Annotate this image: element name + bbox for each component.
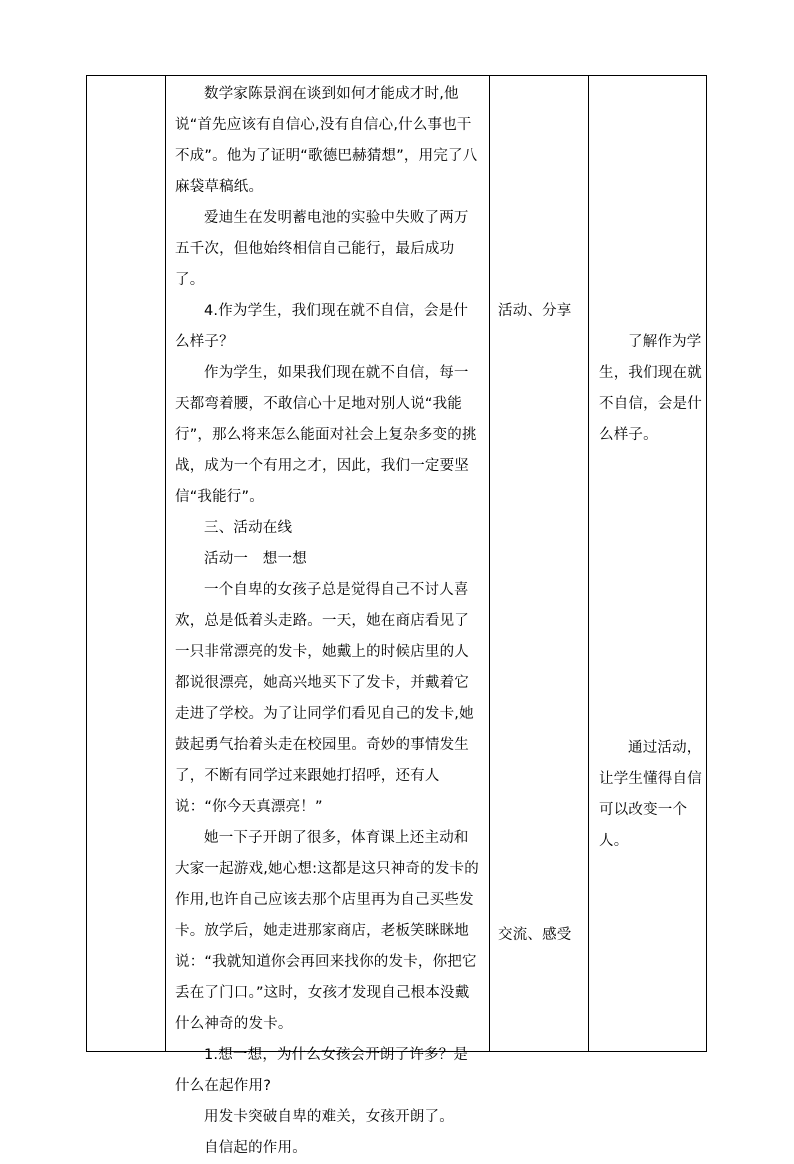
content-paragraph: 一个自卑的女孩子总是觉得自己不讨人喜欢，总是低着头走路。一天，她在商店看见了一只非常漂亮的发卡，她戴上的时候店里的人都说很漂亮，她高兴地买下了发卡，并戴着它走进了学校。为了让同学们看见自己的发卡,她鼓起勇气抬着头走在校园里。奇妙的事情发生了，不断有同学过来跟她打招呼，还有人说：“你今天真漂亮！” <box>175 582 474 815</box>
student-activity-2: 交流、感受 <box>498 927 572 943</box>
design-intent-text: 通过活动，让学生懂得自信可以改变一个人。 <box>599 740 702 849</box>
design-intent-1 <box>593 327 708 451</box>
content-paragraph: 用发卡突破自卑的难关，女孩开朗了。 <box>204 1109 454 1125</box>
student-activity-1: 活动、分享 <box>498 303 572 319</box>
lesson-plan-table <box>86 75 707 1156</box>
design-intent-text: 了解作为学生，我们现在就不自信，会是什么样子。 <box>599 334 702 443</box>
content-paragraph: 作为学生，如果我们现在就不自信，每一天都弯着腰，不敢信心十足地对别人说“我能行”，那么将来怎么能面对社会上复杂多变的挑战，成为一个有用之才，因此，我们一定要坚信“我能行”。 <box>175 365 477 505</box>
column-divider-1 <box>165 76 166 1051</box>
column-divider-3 <box>588 76 589 1051</box>
content-paragraph: 自信起的作用。 <box>204 1140 307 1156</box>
activity-heading: 活动一 想一想 <box>204 551 307 567</box>
design-intent-2 <box>593 733 708 857</box>
column-divider-2 <box>489 76 490 1051</box>
content-paragraph: 4.作为学生，我们现在就不自信，会是什么样子？ <box>175 303 469 350</box>
teaching-content-column <box>167 79 489 1164</box>
content-paragraph: 1.想一想，为什么女孩会开朗了许多？是什么在起作用? <box>175 1047 469 1094</box>
content-paragraph: 数学家陈景润在谈到如何才能成才时,他说“首先应该有自信心,没有自信心,什么事也干不成”。他为了证明“歌德巴赫猜想”，用完了八麻袋草稿纸。 <box>175 86 478 195</box>
section-heading: 三、活动在线 <box>204 520 293 536</box>
content-paragraph: 她一下子开朗了很多，体育课上还主动和大家一起游戏,她心想:这都是这只神奇的发卡的作用,也许自己应该去那个店里再为自己买些发卡。放学后，她走进那家商店，老板笑眯眯地说：“我就知道你会再回来找你的发卡，你把它丢在了门口。”这时，女孩才发现自己根本没戴什么神奇的发卡。 <box>175 830 479 1032</box>
content-paragraph: 爱迪生在发明蓄电池的实验中失败了两万五千次，但他始终相信自己能行，最后成功了。 <box>175 210 469 288</box>
